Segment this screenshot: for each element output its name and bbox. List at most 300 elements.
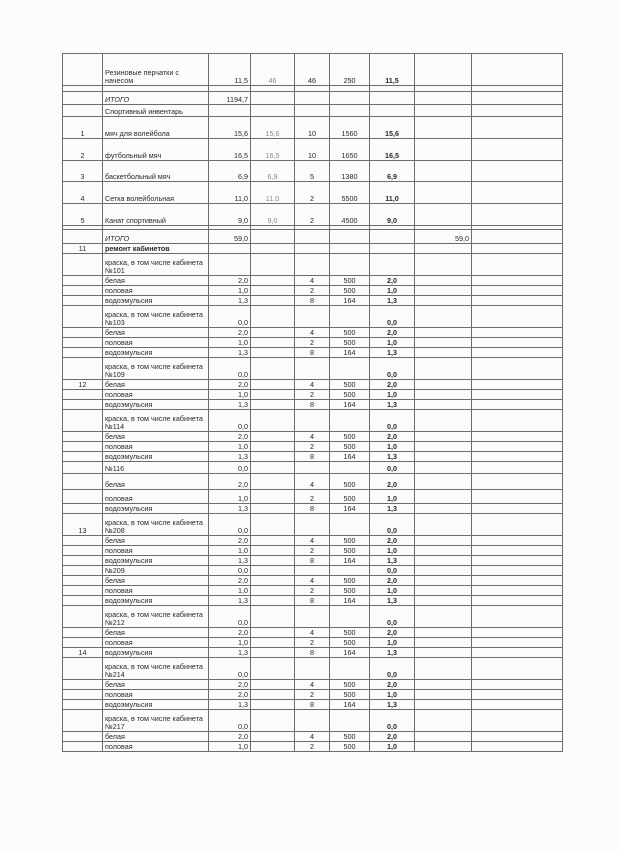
row-number: 12 bbox=[63, 380, 103, 390]
row-number bbox=[63, 576, 103, 586]
extra-cell bbox=[415, 380, 472, 390]
sum-cell: 1380 bbox=[330, 161, 370, 182]
quantity-cell: 4 bbox=[295, 432, 330, 442]
result-cell: 2,0 bbox=[370, 380, 415, 390]
sum-cell: 164 bbox=[330, 452, 370, 462]
quantity-cell: 4 bbox=[295, 536, 330, 546]
price-check-cell bbox=[251, 358, 295, 380]
table-row bbox=[63, 348, 563, 358]
price-check-cell bbox=[251, 452, 295, 462]
blank-cell bbox=[472, 648, 563, 658]
sum-cell: 164 bbox=[330, 400, 370, 410]
price-cell: 1,0 bbox=[209, 742, 251, 752]
blank-cell bbox=[472, 244, 563, 254]
blank-cell bbox=[472, 390, 563, 400]
sum-cell: 500 bbox=[330, 286, 370, 296]
item-name: водоэмульсия bbox=[103, 700, 209, 710]
quantity-cell: 2 bbox=[295, 204, 330, 226]
item-name: Сетка волейбольная bbox=[103, 182, 209, 204]
sum-cell: 1560 bbox=[330, 117, 370, 139]
table-row bbox=[63, 658, 563, 680]
price-check-cell bbox=[251, 338, 295, 348]
quantity-cell: 8 bbox=[295, 648, 330, 658]
price-check-cell bbox=[251, 474, 295, 490]
blank-cell bbox=[472, 117, 563, 139]
item-name: белая bbox=[103, 474, 209, 490]
quantity-cell: 8 bbox=[295, 452, 330, 462]
sum-cell: 500 bbox=[330, 638, 370, 648]
price-cell: 0,0 bbox=[209, 358, 251, 380]
blank-cell bbox=[472, 92, 563, 105]
result-cell: 2,0 bbox=[370, 328, 415, 338]
item-name: водоэмульсия bbox=[103, 400, 209, 410]
quantity-cell bbox=[295, 566, 330, 576]
blank-cell bbox=[472, 182, 563, 204]
row-number: 14 bbox=[63, 648, 103, 658]
price-check-cell bbox=[251, 586, 295, 596]
extra-cell bbox=[415, 638, 472, 648]
item-name: Канат спортивный bbox=[103, 204, 209, 226]
quantity-cell: 8 bbox=[295, 400, 330, 410]
result-cell: 1,3 bbox=[370, 648, 415, 658]
extra-cell bbox=[415, 710, 472, 732]
blank-cell bbox=[472, 710, 563, 732]
row-number bbox=[63, 92, 103, 105]
blank-cell bbox=[472, 306, 563, 328]
table-row bbox=[63, 490, 563, 504]
row-number bbox=[63, 306, 103, 328]
item-name: белая bbox=[103, 432, 209, 442]
price-check-cell bbox=[251, 566, 295, 576]
row-number bbox=[63, 105, 103, 117]
quantity-cell: 46 bbox=[295, 54, 330, 86]
extra-cell bbox=[415, 400, 472, 410]
price-check-cell bbox=[251, 546, 295, 556]
price-check-cell bbox=[251, 606, 295, 628]
row-number bbox=[63, 556, 103, 566]
quantity-cell bbox=[295, 514, 330, 536]
result-cell: 1,0 bbox=[370, 690, 415, 700]
price-cell: 2,0 bbox=[209, 276, 251, 286]
sum-cell: 1650 bbox=[330, 139, 370, 161]
table-row bbox=[63, 161, 563, 182]
table-row bbox=[63, 306, 563, 328]
quantity-cell bbox=[295, 105, 330, 117]
item-name: краска, в том числе кабинета №114 bbox=[103, 410, 209, 432]
price-cell: 0,0 bbox=[209, 606, 251, 628]
quantity-cell: 8 bbox=[295, 596, 330, 606]
sum-cell: 500 bbox=[330, 432, 370, 442]
quantity-cell: 2 bbox=[295, 586, 330, 596]
price-cell bbox=[209, 105, 251, 117]
price-cell: 15,6 bbox=[209, 117, 251, 139]
price-cell: 1,0 bbox=[209, 390, 251, 400]
blank-cell bbox=[472, 230, 563, 244]
price-check-cell bbox=[251, 742, 295, 752]
row-number: 3 bbox=[63, 161, 103, 182]
result-cell: 2,0 bbox=[370, 732, 415, 742]
price-cell: 11,0 bbox=[209, 182, 251, 204]
price-cell: 2,0 bbox=[209, 732, 251, 742]
row-number: 2 bbox=[63, 139, 103, 161]
extra-cell bbox=[415, 586, 472, 596]
table-row bbox=[63, 504, 563, 514]
row-number bbox=[63, 546, 103, 556]
price-check-cell bbox=[251, 462, 295, 474]
sum-cell bbox=[330, 606, 370, 628]
price-check-cell bbox=[251, 680, 295, 690]
price-cell: 2,0 bbox=[209, 328, 251, 338]
item-name: водоэмульсия bbox=[103, 452, 209, 462]
price-cell: 59,0 bbox=[209, 230, 251, 244]
quantity-cell: 4 bbox=[295, 576, 330, 586]
extra-cell bbox=[415, 596, 472, 606]
quantity-cell: 4 bbox=[295, 732, 330, 742]
result-cell: 11,0 bbox=[370, 182, 415, 204]
price-check-cell: 15,6 bbox=[251, 117, 295, 139]
price-cell: 0,0 bbox=[209, 410, 251, 432]
item-name: №116 bbox=[103, 462, 209, 474]
row-number bbox=[63, 286, 103, 296]
price-check-cell: 9,0 bbox=[251, 204, 295, 226]
row-number bbox=[63, 606, 103, 628]
price-check-cell bbox=[251, 556, 295, 566]
extra-cell bbox=[415, 628, 472, 638]
row-number bbox=[63, 690, 103, 700]
item-name: половая bbox=[103, 638, 209, 648]
price-check-cell bbox=[251, 536, 295, 546]
price-check-cell bbox=[251, 596, 295, 606]
table-row bbox=[63, 566, 563, 576]
result-cell: 0,0 bbox=[370, 566, 415, 576]
sum-cell bbox=[330, 230, 370, 244]
extra-cell bbox=[415, 732, 472, 742]
price-cell: 1,3 bbox=[209, 348, 251, 358]
row-number bbox=[63, 658, 103, 680]
table-row bbox=[63, 700, 563, 710]
price-cell: 0,0 bbox=[209, 566, 251, 576]
extra-cell bbox=[415, 286, 472, 296]
price-check-cell bbox=[251, 328, 295, 338]
row-number bbox=[63, 390, 103, 400]
price-cell: 1,0 bbox=[209, 586, 251, 596]
blank-cell bbox=[472, 638, 563, 648]
row-number bbox=[63, 700, 103, 710]
blank-cell bbox=[472, 276, 563, 286]
sum-cell: 500 bbox=[330, 690, 370, 700]
table-row bbox=[63, 92, 563, 105]
sum-cell: 164 bbox=[330, 296, 370, 306]
item-name: водоэмульсия bbox=[103, 556, 209, 566]
quantity-cell bbox=[295, 230, 330, 244]
result-cell: 1,3 bbox=[370, 596, 415, 606]
quantity-cell: 10 bbox=[295, 117, 330, 139]
quantity-cell: 4 bbox=[295, 474, 330, 490]
item-name: половая bbox=[103, 546, 209, 556]
table-row bbox=[63, 546, 563, 556]
item-name: краска, в том числе кабинета №217 bbox=[103, 710, 209, 732]
table-row bbox=[63, 742, 563, 752]
extra-cell bbox=[415, 648, 472, 658]
item-name: краска, в том числе кабинета №208 bbox=[103, 514, 209, 536]
row-number: 4 bbox=[63, 182, 103, 204]
sum-cell: 500 bbox=[330, 474, 370, 490]
table-row bbox=[63, 638, 563, 648]
table-row bbox=[63, 514, 563, 536]
item-name: краска, в том числе кабинета №212 bbox=[103, 606, 209, 628]
item-name: краска, в том числе кабинета №214 bbox=[103, 658, 209, 680]
table-row bbox=[63, 596, 563, 606]
row-number bbox=[63, 54, 103, 86]
item-name: половая bbox=[103, 442, 209, 452]
row-number bbox=[63, 462, 103, 474]
table-row bbox=[63, 442, 563, 452]
extra-cell bbox=[415, 117, 472, 139]
sum-cell bbox=[330, 244, 370, 254]
sum-cell bbox=[330, 410, 370, 432]
blank-cell bbox=[472, 54, 563, 86]
sum-cell: 500 bbox=[330, 490, 370, 504]
result-cell: 0,0 bbox=[370, 306, 415, 328]
result-cell: 11,5 bbox=[370, 54, 415, 86]
blank-cell bbox=[472, 566, 563, 576]
price-cell: 0,0 bbox=[209, 306, 251, 328]
result-cell: 2,0 bbox=[370, 680, 415, 690]
price-check-cell bbox=[251, 306, 295, 328]
sum-cell: 500 bbox=[330, 732, 370, 742]
blank-cell bbox=[472, 139, 563, 161]
table-row bbox=[63, 536, 563, 546]
row-number bbox=[63, 410, 103, 432]
price-cell: 1,0 bbox=[209, 546, 251, 556]
quantity-cell: 2 bbox=[295, 638, 330, 648]
sum-cell bbox=[330, 566, 370, 576]
price-check-cell bbox=[251, 105, 295, 117]
sum-cell bbox=[330, 462, 370, 474]
result-cell: 9,0 bbox=[370, 204, 415, 226]
price-check-cell bbox=[251, 690, 295, 700]
blank-cell bbox=[472, 658, 563, 680]
price-cell: 1,3 bbox=[209, 296, 251, 306]
table-row bbox=[63, 400, 563, 410]
sum-cell: 164 bbox=[330, 504, 370, 514]
extra-cell bbox=[415, 358, 472, 380]
quantity-cell bbox=[295, 306, 330, 328]
result-cell: 2,0 bbox=[370, 628, 415, 638]
table-row bbox=[63, 648, 563, 658]
quantity-cell bbox=[295, 358, 330, 380]
table-row bbox=[63, 54, 563, 86]
item-name: краска, в том числе кабинета №103 bbox=[103, 306, 209, 328]
table-row bbox=[63, 710, 563, 732]
quantity-cell: 5 bbox=[295, 161, 330, 182]
table-row bbox=[63, 576, 563, 586]
extra-cell bbox=[415, 182, 472, 204]
row-number bbox=[63, 586, 103, 596]
price-check-cell bbox=[251, 244, 295, 254]
blank-cell bbox=[472, 606, 563, 628]
extra-cell bbox=[415, 462, 472, 474]
item-name: белая bbox=[103, 276, 209, 286]
result-cell bbox=[370, 105, 415, 117]
quantity-cell bbox=[295, 606, 330, 628]
price-check-cell bbox=[251, 732, 295, 742]
extra-cell bbox=[415, 432, 472, 442]
extra-cell bbox=[415, 328, 472, 338]
quantity-cell bbox=[295, 710, 330, 732]
price-cell: 0,0 bbox=[209, 658, 251, 680]
result-cell: 1,3 bbox=[370, 452, 415, 462]
price-cell: 1,3 bbox=[209, 596, 251, 606]
row-number bbox=[63, 276, 103, 286]
blank-cell bbox=[472, 504, 563, 514]
price-check-cell: 11,0 bbox=[251, 182, 295, 204]
row-number: 13 bbox=[63, 514, 103, 536]
price-cell: 2,0 bbox=[209, 628, 251, 638]
table-row bbox=[63, 244, 563, 254]
quantity-cell bbox=[295, 92, 330, 105]
sum-cell: 164 bbox=[330, 596, 370, 606]
price-check-cell bbox=[251, 658, 295, 680]
result-cell: 1,3 bbox=[370, 400, 415, 410]
result-cell: 1,0 bbox=[370, 742, 415, 752]
price-cell: 1,3 bbox=[209, 700, 251, 710]
sum-cell bbox=[330, 358, 370, 380]
result-cell: 2,0 bbox=[370, 474, 415, 490]
blank-cell bbox=[472, 732, 563, 742]
row-number bbox=[63, 358, 103, 380]
row-number bbox=[63, 566, 103, 576]
sum-cell bbox=[330, 658, 370, 680]
extra-cell bbox=[415, 514, 472, 536]
blank-cell bbox=[472, 690, 563, 700]
extra-cell bbox=[415, 546, 472, 556]
blank-cell bbox=[472, 474, 563, 490]
result-cell: 2,0 bbox=[370, 576, 415, 586]
quantity-cell: 2 bbox=[295, 546, 330, 556]
blank-cell bbox=[472, 161, 563, 182]
blank-cell bbox=[472, 328, 563, 338]
price-cell: 1,0 bbox=[209, 490, 251, 504]
item-name: №209 bbox=[103, 566, 209, 576]
table-row bbox=[63, 680, 563, 690]
item-name: мяч для волейбола bbox=[103, 117, 209, 139]
quantity-cell: 4 bbox=[295, 680, 330, 690]
price-cell: 1,3 bbox=[209, 452, 251, 462]
result-cell: 1,0 bbox=[370, 286, 415, 296]
sum-cell: 500 bbox=[330, 276, 370, 286]
table-body bbox=[63, 54, 563, 752]
quantity-cell bbox=[295, 658, 330, 680]
price-check-cell bbox=[251, 514, 295, 536]
price-cell: 0,0 bbox=[209, 462, 251, 474]
quantity-cell: 2 bbox=[295, 338, 330, 348]
blank-cell bbox=[472, 546, 563, 556]
result-cell: 15,6 bbox=[370, 117, 415, 139]
price-check-cell bbox=[251, 638, 295, 648]
result-cell: 16,5 bbox=[370, 139, 415, 161]
result-cell: 0,0 bbox=[370, 410, 415, 432]
price-check-cell bbox=[251, 700, 295, 710]
price-check-cell bbox=[251, 432, 295, 442]
sum-cell: 164 bbox=[330, 348, 370, 358]
row-number bbox=[63, 732, 103, 742]
result-cell: 0,0 bbox=[370, 658, 415, 680]
item-name: ремонт кабинетов bbox=[103, 244, 209, 254]
row-number: 1 bbox=[63, 117, 103, 139]
price-cell: 1,0 bbox=[209, 338, 251, 348]
extra-cell bbox=[415, 452, 472, 462]
result-cell: 1,3 bbox=[370, 348, 415, 358]
table-row bbox=[63, 117, 563, 139]
item-name: белая bbox=[103, 732, 209, 742]
quantity-cell: 2 bbox=[295, 286, 330, 296]
result-cell: 1,3 bbox=[370, 700, 415, 710]
quantity-cell: 8 bbox=[295, 700, 330, 710]
result-cell: 0,0 bbox=[370, 514, 415, 536]
item-name: половая bbox=[103, 490, 209, 504]
price-cell: 1,0 bbox=[209, 638, 251, 648]
table-row bbox=[63, 432, 563, 442]
extra-cell bbox=[415, 244, 472, 254]
blank-cell bbox=[472, 380, 563, 390]
item-name: половая bbox=[103, 742, 209, 752]
blank-cell bbox=[472, 286, 563, 296]
result-cell: 1,3 bbox=[370, 556, 415, 566]
blank-cell bbox=[472, 586, 563, 596]
item-name: краска, в том числе кабинета №109 bbox=[103, 358, 209, 380]
quantity-cell: 4 bbox=[295, 276, 330, 286]
table-row bbox=[63, 380, 563, 390]
table-row bbox=[63, 690, 563, 700]
quantity-cell: 8 bbox=[295, 296, 330, 306]
item-name: белая bbox=[103, 628, 209, 638]
sum-cell: 500 bbox=[330, 380, 370, 390]
extra-cell bbox=[415, 276, 472, 286]
item-name: водоэмульсия bbox=[103, 504, 209, 514]
price-cell: 2,0 bbox=[209, 690, 251, 700]
price-check-cell bbox=[251, 648, 295, 658]
blank-cell bbox=[472, 296, 563, 306]
extra-cell bbox=[415, 490, 472, 504]
sum-cell: 4500 bbox=[330, 204, 370, 226]
table-row bbox=[63, 230, 563, 244]
extra-cell bbox=[415, 680, 472, 690]
price-check-cell bbox=[251, 442, 295, 452]
table-row bbox=[63, 139, 563, 161]
blank-cell bbox=[472, 596, 563, 606]
price-cell: 0,0 bbox=[209, 514, 251, 536]
sum-cell: 500 bbox=[330, 390, 370, 400]
price-cell: 1,3 bbox=[209, 504, 251, 514]
price-check-cell: 46 bbox=[251, 54, 295, 86]
price-cell: 2,0 bbox=[209, 536, 251, 546]
row-number bbox=[63, 596, 103, 606]
extra-cell bbox=[415, 700, 472, 710]
extra-cell bbox=[415, 536, 472, 546]
table-row bbox=[63, 732, 563, 742]
sum-cell bbox=[330, 710, 370, 732]
blank-cell bbox=[472, 628, 563, 638]
sum-cell: 5500 bbox=[330, 182, 370, 204]
sum-cell: 500 bbox=[330, 586, 370, 596]
table-row bbox=[63, 105, 563, 117]
price-check-cell bbox=[251, 348, 295, 358]
price-cell: 2,0 bbox=[209, 576, 251, 586]
price-check-cell bbox=[251, 380, 295, 390]
item-name: ИТОГО bbox=[103, 230, 209, 244]
extra-cell bbox=[415, 306, 472, 328]
